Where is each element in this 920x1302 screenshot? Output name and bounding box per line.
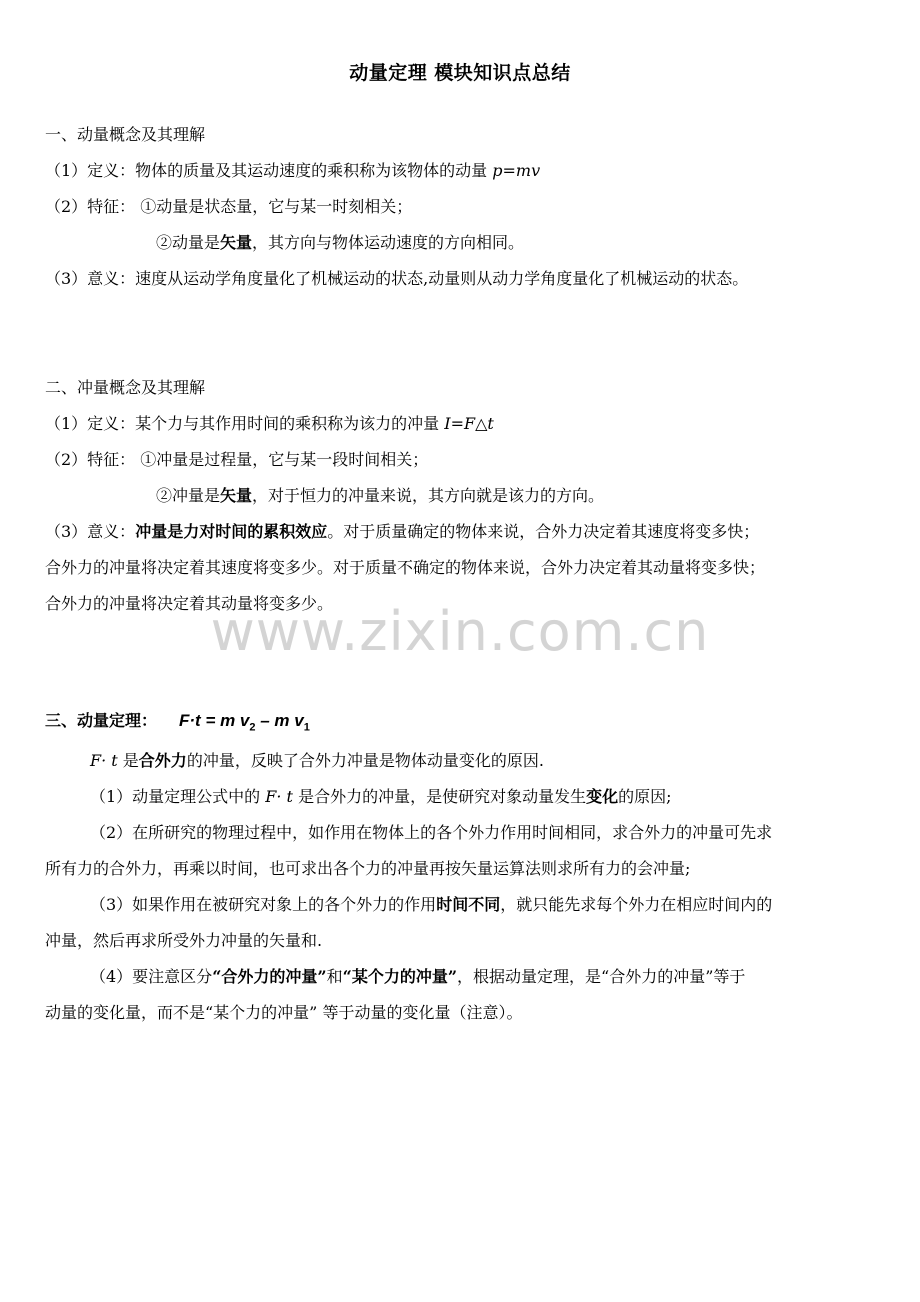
p1-rest: 的原因; (618, 787, 672, 806)
section3-paragraph2-line1: （2）在所研究的物理过程中，如作用在物体上的各个外力作用时间相同，求合外力的冲量可先求 (90, 823, 773, 842)
section2-meaning-bold: 冲量是力对时间的累积效应 (135, 522, 328, 541)
p0-text: 是 (117, 751, 139, 770)
p1-formula: F· t (265, 787, 293, 806)
section1-heading: 一、动量概念及其理解 (45, 125, 206, 144)
section3-paragraph2-line2: 所有力的合外力，再乘以时间，也可求出各个力的冲量再按矢量运算法则求所有力的会冲量; (45, 859, 691, 878)
p0-formula: F· t (90, 751, 118, 770)
section1-meaning: （3）意义：速度从运动学角度量化了机械运动的状态,动量则从动力学角度量化了机械运动的状态。 (45, 269, 749, 288)
section3-paragraph4-line1 (90, 966, 745, 988)
section2-definition (45, 413, 494, 435)
momentum-theorem-formula (179, 711, 310, 734)
section3-paragraph4-line2: 动量的变化量，而不是“某个力的冲量” 等于动量的变化量（注意）。 (45, 1003, 523, 1022)
formula-sub1: 1 (303, 721, 310, 734)
section1-definition-text: （1）定义：物体的质量及其运动速度的乘积称为该物体的动量 (45, 161, 493, 180)
p1-text: （1）动量定理公式中的 (90, 787, 266, 806)
section1-feature1: （2）特征： ①动量是状态量，它与某一时刻相关； (45, 197, 413, 216)
p0-rest: 的冲量，反映了合外力冲量是物体动量变化的原因. (186, 751, 544, 770)
p1-bold: 变化 (586, 787, 619, 806)
formula-left: F·t = m v (179, 711, 250, 730)
section1-feature2 (156, 232, 524, 254)
section1-feature2-bold: 矢量 (220, 233, 253, 252)
p0-bold: 合外力 (138, 751, 187, 770)
p4-text: （4）要注意区分 (90, 967, 213, 986)
momentum-formula: p=mv (492, 161, 541, 180)
p4-bold1: “合外力的冲量” (212, 967, 327, 986)
section3-paragraph3-line1 (90, 894, 772, 916)
section2-definition-text: （1）定义：某个力与其作用时间的乘积称为该力的冲量 (45, 414, 445, 433)
section3-heading: 三、动量定理： (45, 711, 158, 730)
section2-meaning-line2: 合外力的冲量将决定着其速度将变多少。对于质量不确定的物体来说，合外力决定着其动量将变多快； (45, 558, 766, 577)
section2-heading: 二、冲量概念及其理解 (45, 378, 206, 397)
watermark: www.zixin.com.cn (210, 600, 710, 663)
section2-feature2 (156, 485, 604, 507)
section1-definition (45, 160, 540, 182)
section2-meaning-label: （3）意义： (45, 522, 136, 541)
formula-right: – m v (255, 711, 304, 730)
section2-meaning (45, 521, 759, 543)
section3-heading-row (45, 710, 310, 738)
section2-feature2-bold: 矢量 (220, 486, 253, 505)
section2-feature2-rest: ，对于恒力的冲量来说，其方向就是该力的方向。 (252, 486, 605, 505)
p3-bold: 时间不同 (436, 895, 501, 914)
impulse-formula: I=F△t (444, 414, 494, 433)
p1-mid: 是合外力的冲量，是使研究对象动量发生 (292, 787, 587, 806)
section3-paragraph3-line2: 冲量，然后再求所受外力冲量的矢量和. (45, 931, 323, 950)
section3-paragraph1 (90, 786, 672, 808)
section2-feature1: （2）特征： ①冲量是过程量，它与某一段时间相关； (45, 450, 429, 469)
section2-meaning-line3: 合外力的冲量将决定着其动量将变多少。 (45, 594, 334, 613)
page-title: 动量定理 模块知识点总结 (349, 62, 571, 84)
p3-rest: ，就只能先求每个外力在相应时间内的 (500, 895, 773, 914)
section3-paragraph0 (90, 750, 544, 772)
section1-feature2-text: ②动量是 (156, 233, 221, 252)
p4-bold2: “某个力的冲量” (342, 967, 458, 986)
section2-feature2-text: ②冲量是 (156, 486, 221, 505)
p4-rest: ，根据动量定理，是“合外力的冲量”等于 (457, 967, 746, 986)
section1-feature2-rest: ，其方向与物体运动速度的方向相同。 (252, 233, 525, 252)
section2-meaning-rest: 。对于质量确定的物体来说，合外力决定着其速度将变多快； (327, 522, 760, 541)
p3-text: （3）如果作用在被研究对象上的各个外力的作用 (90, 895, 437, 914)
p4-mid: 和 (326, 967, 343, 986)
formula-sub2: 2 (249, 721, 256, 734)
